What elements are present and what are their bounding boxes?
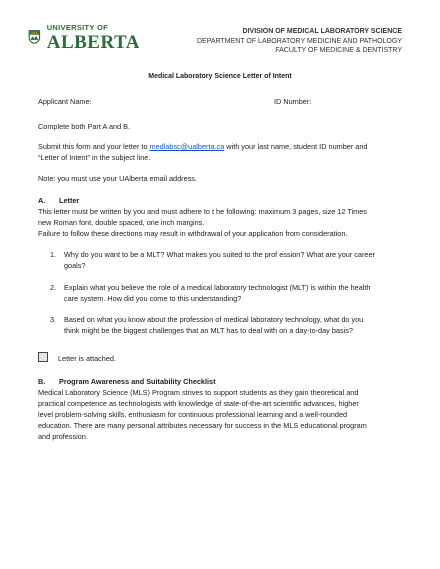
part-a-line: This letter must be written by you and must adhere to t he following: maximum 3 pages, size 12 Times	[38, 207, 367, 216]
university-large-text: ALBERTA	[46, 31, 140, 53]
faculty-name: FACULTY OF MEDICINE & DENTISTRY	[275, 47, 402, 54]
submit-instructions-line2: “Letter of Intent” in the subject line.	[38, 153, 151, 162]
university-crest-icon	[28, 24, 41, 50]
part-b-line: and profession.	[38, 432, 88, 441]
id-number-label: ID Number:	[274, 97, 312, 106]
question-text: think might be the biggest challenges that an MLT has to deal with on a day-to-day basis?	[64, 326, 353, 335]
letter-attached-checkbox[interactable]	[38, 352, 48, 362]
question-number: 1.	[50, 250, 57, 259]
question-text: care system. How did you come to this understanding?	[64, 294, 242, 303]
submit-text-before: Submit this form and your letter to	[38, 142, 150, 151]
applicant-name-label: Applicant Name:	[38, 97, 92, 106]
instructions-complete: Complete both Part A and B.	[38, 122, 131, 131]
part-b-line: practical competence as technologists with knowledge of state-of-the-art scientific advances, higher	[38, 399, 359, 408]
question-text: Based on what you know about the profession of medical laboratory technology, what do you	[64, 315, 364, 324]
university-small-text: UNIVERSITY OF	[46, 23, 108, 32]
part-a-line: new Roman font, double spaced, one inch margins.	[38, 218, 205, 227]
department-name: DEPARTMENT OF LABORATORY MEDICINE AND PATHOLOGY	[197, 37, 402, 45]
question-text: Explain what you believe the role of a medical laboratory technologist (MLT) is within the health	[64, 283, 371, 292]
part-a-line: Failure to follow these directions may result in withdrawal of your application from consideration.	[38, 229, 348, 238]
question-text: Why do you want to be a MLT? What makes you suited to the prof ession? What are your career	[64, 250, 375, 259]
email-link[interactable]: medlabsc@ualberta.ca	[149, 142, 225, 151]
university-wordmark	[47, 24, 140, 52]
part-b-marker: B.	[38, 377, 46, 386]
part-b-line: Medical Laboratory Science (MLS) Program strives to support students as they gain theoretical and	[38, 388, 359, 397]
submit-text-after: with your last name, student ID number and	[224, 142, 368, 151]
part-b-heading: Program Awareness and Suitability Checklist	[59, 377, 216, 386]
document-title: Medical Laboratory Science Letter of Intent	[148, 73, 292, 80]
division-name: DIVISION OF MEDICAL LABORATORY SCIENCE	[242, 28, 402, 35]
part-b-line: level problem-solving skills, enthusiasm for continuous professional learning and a well-rounded	[38, 410, 348, 419]
department-header	[197, 27, 402, 56]
letter-attached-label: Letter is attached.	[58, 354, 117, 363]
question-number: 2.	[50, 283, 57, 292]
part-b-line: education. There are many personal attributes necessary for success in the MLS educational program	[38, 421, 367, 430]
question-number: 3.	[50, 315, 57, 324]
submit-instructions	[38, 142, 367, 152]
email-note: Note: you must use your UAlberta email address.	[38, 174, 197, 183]
part-a-heading: Letter	[59, 196, 80, 205]
university-logo	[28, 24, 140, 52]
question-text: goals?	[64, 261, 86, 270]
part-a-marker: A.	[38, 196, 46, 205]
